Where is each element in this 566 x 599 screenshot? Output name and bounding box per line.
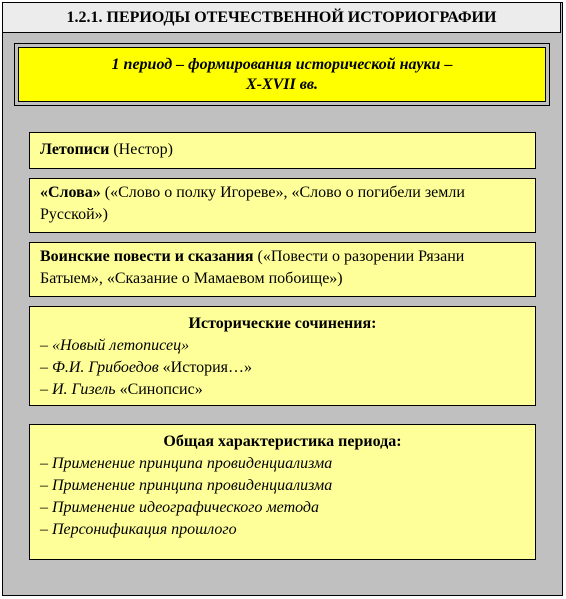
military-tales-box — [29, 242, 536, 297]
slova-box — [29, 178, 536, 233]
historical-works-item: – Ф.И. Грибоедов «История…» — [40, 359, 253, 376]
period-banner-frame — [14, 43, 550, 106]
chronicles-box — [29, 132, 536, 169]
period-banner-line2: X-XVII вв. — [245, 75, 319, 93]
period-banner-line1: 1 период – формирования исторической науки – — [111, 55, 453, 73]
summary-item: – Применение принципа провиденциализма — [40, 477, 333, 494]
summary-item: – Персонификация прошлого — [40, 521, 237, 538]
diagram-title — [2, 2, 561, 33]
period-banner — [18, 47, 546, 102]
period-summary-heading: Общая характеристика периода: — [163, 433, 402, 450]
summary-item: – Применение идеографического метода — [40, 499, 320, 516]
military-tales-text: («Повести о разорении Рязани Батыем», «Сказание о Мамаевом побоище») — [40, 248, 465, 287]
historical-works-item: – «Новый летописец» — [40, 337, 190, 354]
slova-title: «Слова» — [40, 184, 101, 201]
chronicles-title: Летописи — [40, 141, 110, 158]
military-tales-title: Воинские повести и сказания — [40, 248, 254, 265]
period-summary-box — [29, 424, 536, 560]
historical-works-box — [29, 306, 536, 406]
historical-works-item: – И. Гизель «Синопсис» — [40, 381, 203, 398]
slova-text: («Слово о полку Игореве», «Слово о погибели земли Русской») — [40, 184, 465, 223]
summary-item: – Применение принципа провиденциализма — [40, 455, 333, 472]
diagram-title-text: 1.2.1. ПЕРИОДЫ ОТЕЧЕСТВЕННОЙ ИСТОРИОГРАФИИ — [66, 8, 497, 26]
chronicles-text: (Нестор) — [109, 141, 173, 158]
historical-works-heading: Исторические сочинения: — [188, 315, 377, 332]
